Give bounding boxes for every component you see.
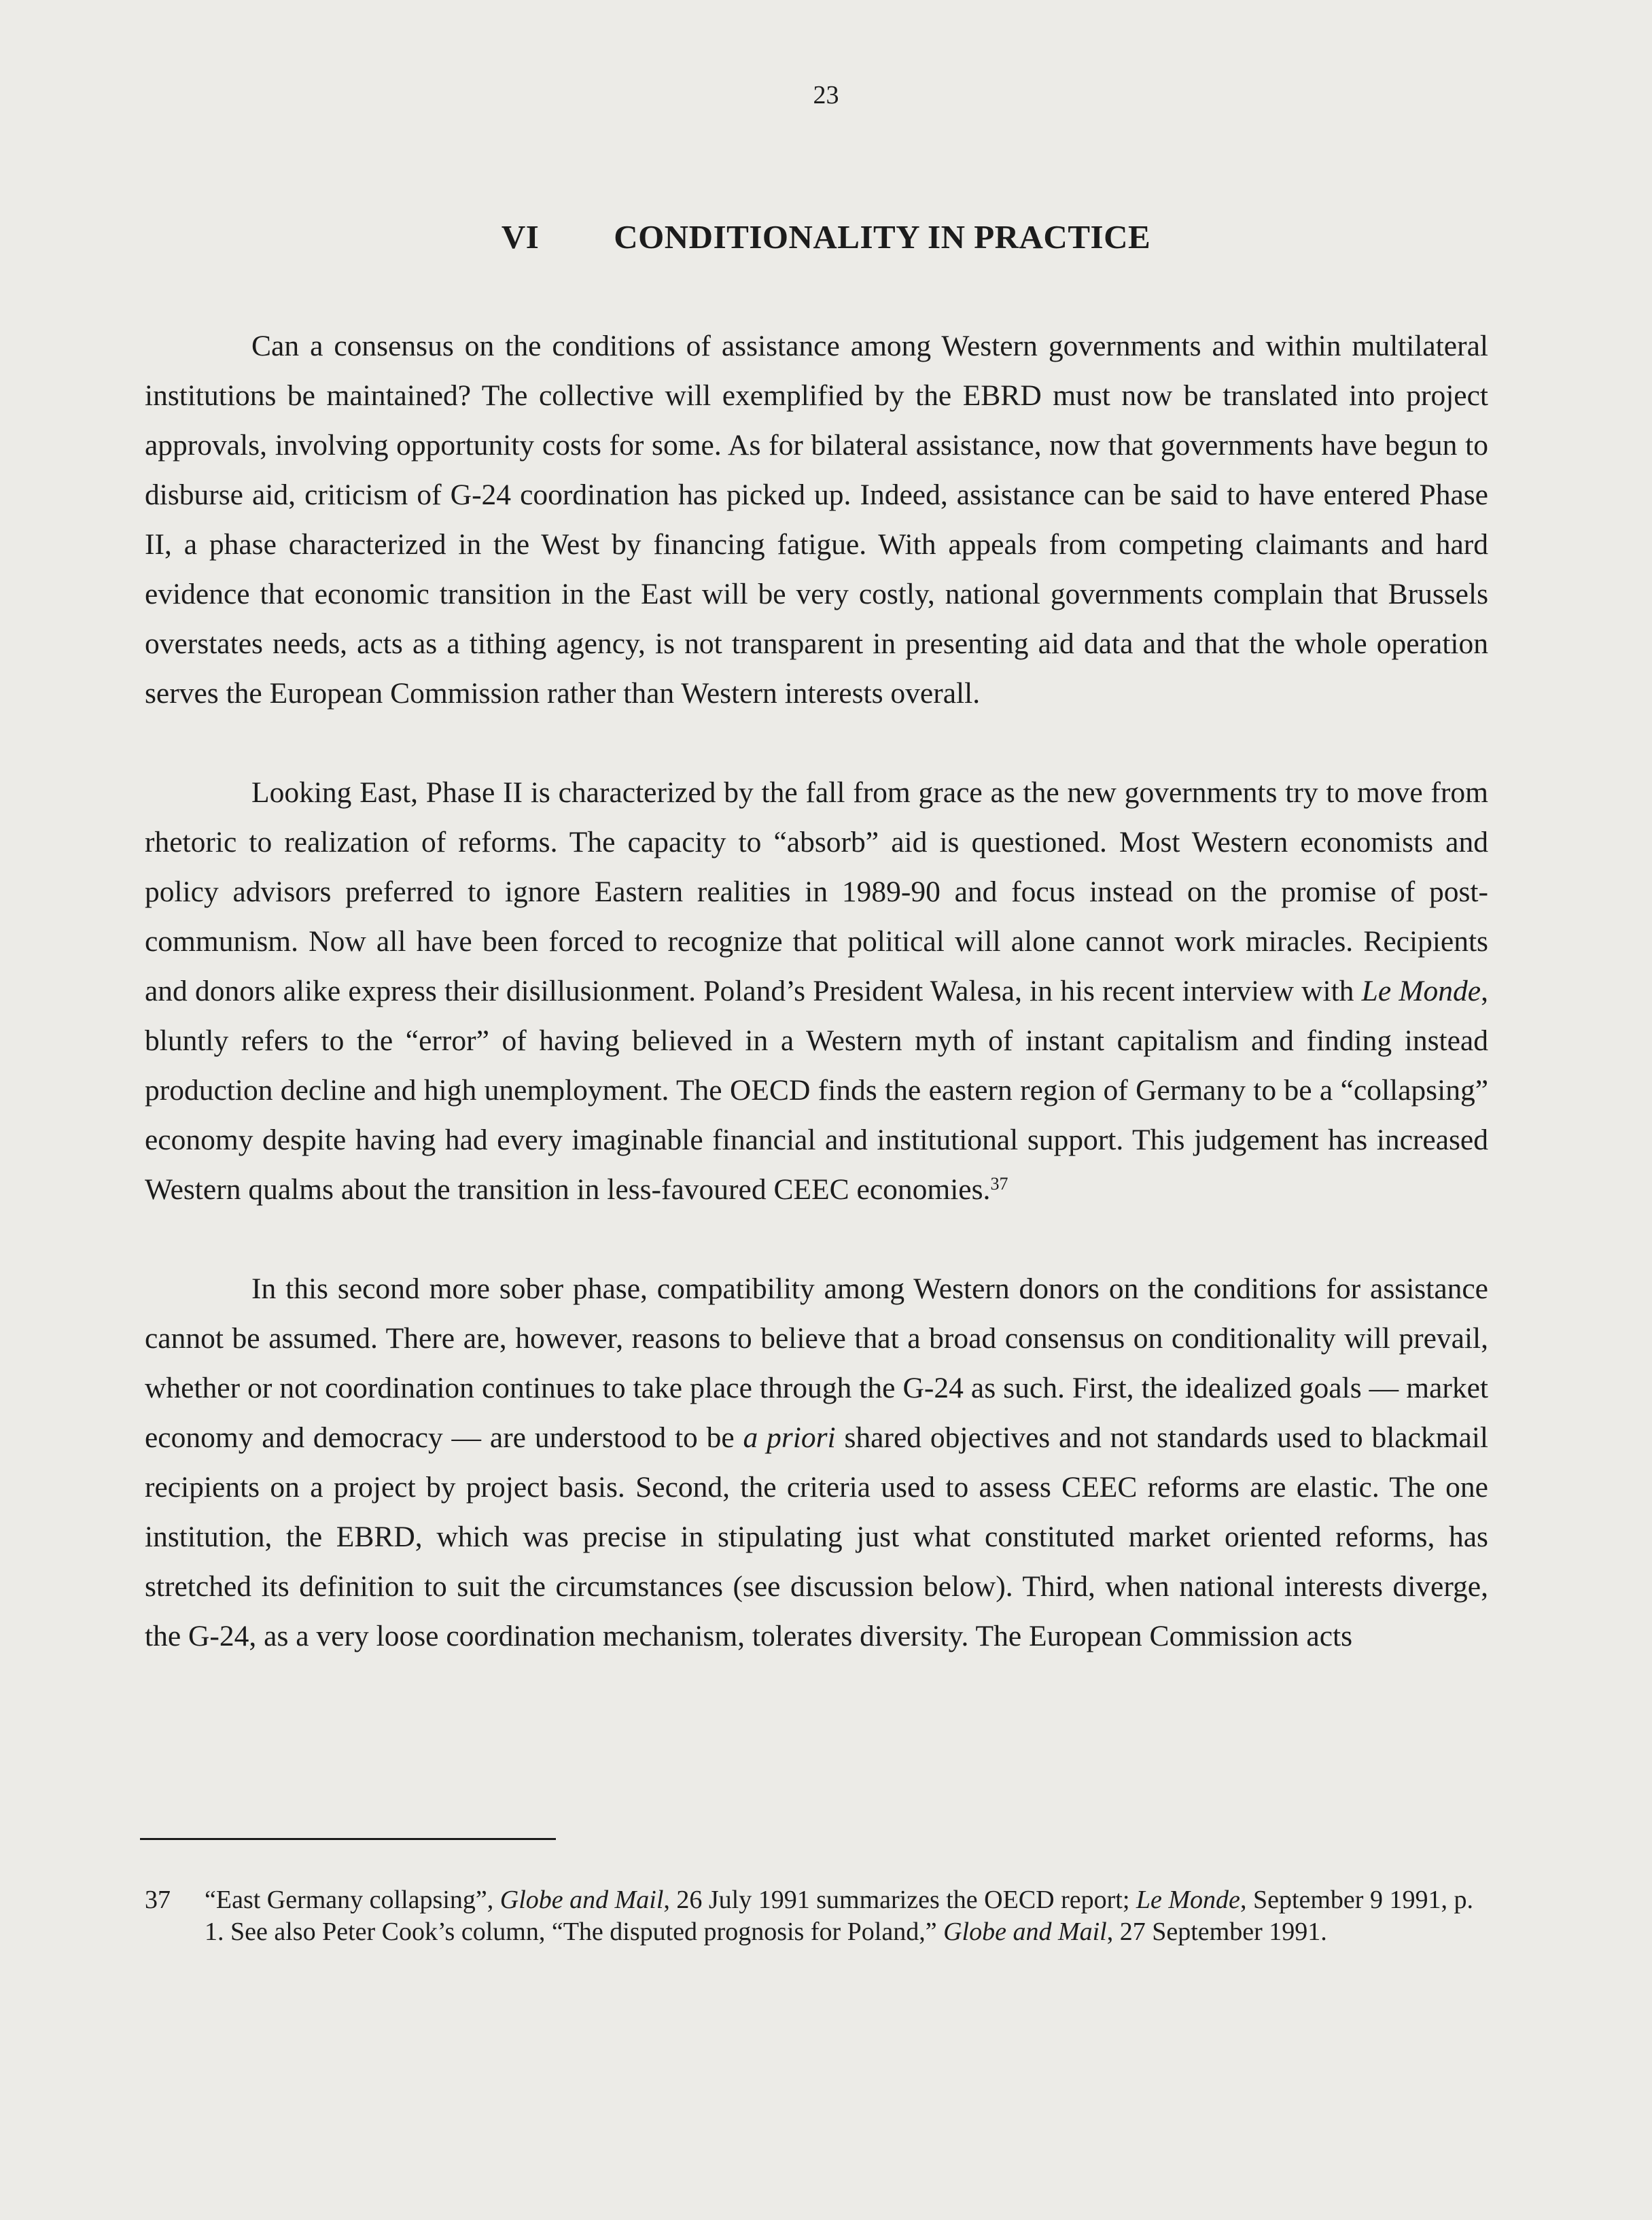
paragraph-2 [145,768,1488,1215]
footnote [145,1884,1488,1948]
paragraph-text: shared objectives and not standards used to blackmail recipients on a project by project basis. Second, the criteria used to assess CEEC reforms are elastic. The one institution, the EBRD, which was precise in stipulating just what constituted market oriented reforms, has stretched its definition to suit the circumstances (see discussion below). Third, when national interests diverge, the G-24, as a very loose coordination mechanism, tolerates diversity. The European Commission acts [145,1421,1488,1652]
section-number: VI [501,218,540,256]
paragraph-text: Can a consensus on the conditions of assistance among Western governments and within multilateral institutions be maintained? The collective will exemplified by the EBRD must now be translated into project approvals, involving opportunity costs for some. As for bilateral assistance, now that governments have begun to disburse aid, criticism of G-24 coordination has picked up. Indeed, assistance can be said to have entered Phase II, a phase characterized in the West by financing fatigue. With appeals from competing claimants and hard evidence that economic transition in the East will be very costly, national governments complain that Brussels overstates needs, acts as a tithing agency, is not transparent in presenting aid data and that the whole operation serves the European Commission rather than Western interests overall. [145,330,1488,710]
paragraph-text: , bluntly refers to the “error” of having believed in a Western myth of instant capitalism and finding instead production decline and high unemployment. The OECD finds the eastern region of Germany to be a “collapsing” economy despite having had every imaginable financial and institutional support. This judgement has increased Western qualms about the transition in less-favoured CEEC economies. [145,975,1488,1206]
section-title: CONDITIONALITY IN PRACTICE [614,218,1151,256]
section-heading [0,218,1652,256]
footnote-text-part: , 26 July 1991 summarizes the OECD report; [663,1886,1136,1914]
footnote-text-part: “East Germany collapsing”, [205,1886,500,1914]
paragraph-3 [145,1264,1488,1661]
footnote-divider [140,1838,556,1840]
paragraph-1 [145,322,1488,718]
body-text [145,322,1488,1661]
footnote-text [205,1884,1488,1948]
publication-title: Globe and Mail [499,1886,664,1914]
emphasis-text: a priori [743,1421,836,1454]
footnote-text-part: , September 9 1991, p. 1. See also Peter Cook’s column, “The disputed prognosis for Poland,” [205,1886,1473,1946]
paragraph-text: Looking East, Phase II is characterized by the fall from grace as the new governments try to move from rhetoric to realization of reforms. The capacity to “absorb” aid is questioned. Most Western economists and policy advisors preferred to ignore Eastern realities in 1989-90 and focus instead on the promise of post-communism. Now all have been forced to recognize that political will alone cannot work miracles. Recipients and donors alike express their disillusionment. Poland’s President Walesa, in his recent interview with [145,776,1488,1007]
footnote-reference: 37 [990,1174,1008,1194]
publication-title: Globe and Mail [943,1918,1107,1946]
footnote-number: 37 [145,1886,171,1914]
footnote-text-part: , 27 September 1991. [1106,1918,1327,1946]
publication-title: Le Monde [1361,975,1481,1007]
publication-title: Le Monde [1136,1886,1240,1914]
page-number: 23 [813,81,839,109]
paragraph-text: In this second more sober phase, compatibility among Western donors on the conditions for assistance cannot be assumed. There are, however, reasons to believe that a broad consensus on conditionality will prevail, whether or not coordination continues to take place through the G-24 as such. First, the idealized goals — market economy and democracy — are understood to be [145,1272,1488,1454]
